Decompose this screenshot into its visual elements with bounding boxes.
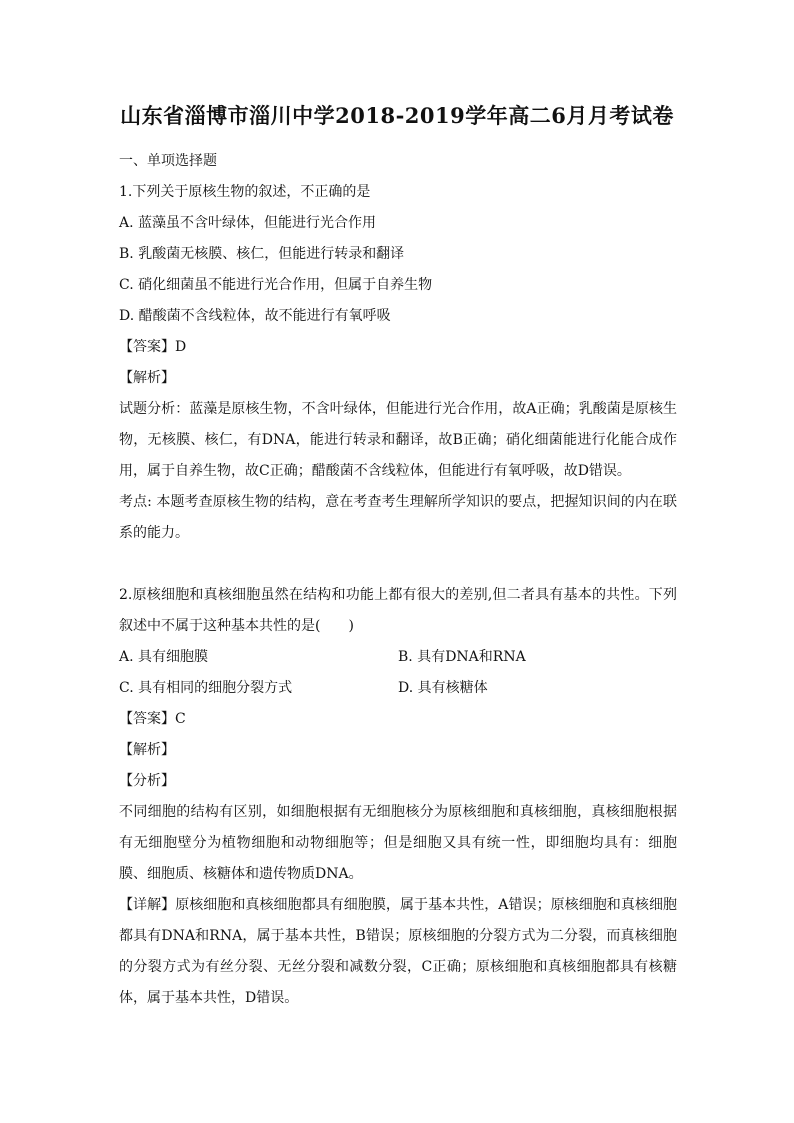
question-2-fenxi-label: 【分析】 xyxy=(119,773,175,789)
question-1-stem: 1.下列关于原核生物的叙述，不正确的是 xyxy=(119,184,371,200)
question-2-answer: 【答案】C xyxy=(119,711,186,727)
question-2-xiangjie-text: 【详解】原核细胞和真核细胞都具有细胞膜，属于基本共性，A错误；原核细胞和真核细胞都具有DNA和RNA，属于基本共性，B错误；原核细胞的分裂方式为二分裂，而真核细胞的分裂方式为有丝分裂、无丝分裂和减数分裂，C正确；原核细胞和真核细胞都具有核糖体，属于基本共性，D错误。 xyxy=(119,897,677,1006)
question-1-option-c: C. 硝化细菌虽不能进行光合作用，但属于自养生物 xyxy=(119,277,433,293)
question-1-answer: 【答案】D xyxy=(119,339,187,355)
question-2-option-b: B. 具有DNA和RNA xyxy=(398,649,526,665)
question-2-options-row-1 xyxy=(119,642,677,673)
document-title: 山东省淄博市淄川中学2018-2019学年高二6月月考试卷 xyxy=(120,103,674,128)
section-heading: 一、单项选择题 xyxy=(119,153,217,169)
question-1-analysis-text: 试题分析：蓝藻是原核生物，不含叶绿体，但能进行光合作用，故A正确；乳酸菌是原核生物，无核膜、核仁，有DNA，能进行转录和翻译，故B正确；硝化细菌能进行化能合成作用，属于自养生物，故C正确；醋酸菌不含线粒体，但能进行有氧呼吸，故D错误。 xyxy=(119,401,677,479)
question-1-option-d: D. 醋酸菌不含线粒体，故不能进行有氧呼吸 xyxy=(119,308,391,324)
question-2-options-row-2 xyxy=(119,673,677,704)
question-2-option-c: C. 具有相同的细胞分裂方式 xyxy=(119,680,293,696)
question-1-kaodian: 考点: 本题考查原核生物的结构，意在考查考生理解所学知识的要点，把握知识间的内在联系的能力。 xyxy=(119,494,677,541)
question-2-analysis-label: 【解析】 xyxy=(119,742,175,758)
question-1-analysis-label: 【解析】 xyxy=(119,370,175,386)
document-body xyxy=(119,146,677,1014)
question-2-option-a: A. 具有细胞膜 xyxy=(119,649,209,665)
question-2-fenxi-text: 不同细胞的结构有区别，如细胞根据有无细胞核分为原核细胞和真核细胞，真核细胞根据有无细胞壁分为植物细胞和动物细胞等；但是细胞又具有统一性，即细胞均具有：细胞膜、细胞质、核糖体和遗传物质DNA。 xyxy=(119,804,677,882)
question-1-option-a: A. 蓝藻虽不含叶绿体，但能进行光合作用 xyxy=(119,215,377,231)
question-2-option-d: D. 具有核糖体 xyxy=(398,680,488,696)
question-2-stem: 2.原核细胞和真核细胞虽然在结构和功能上都有很大的差别,但二者具有基本的共性。下列叙述中不属于这种基本共性的是( ) xyxy=(119,587,677,634)
spacer xyxy=(119,549,677,580)
question-1-option-b: B. 乳酸菌无核膜、核仁，但能进行转录和翻译 xyxy=(119,246,405,262)
